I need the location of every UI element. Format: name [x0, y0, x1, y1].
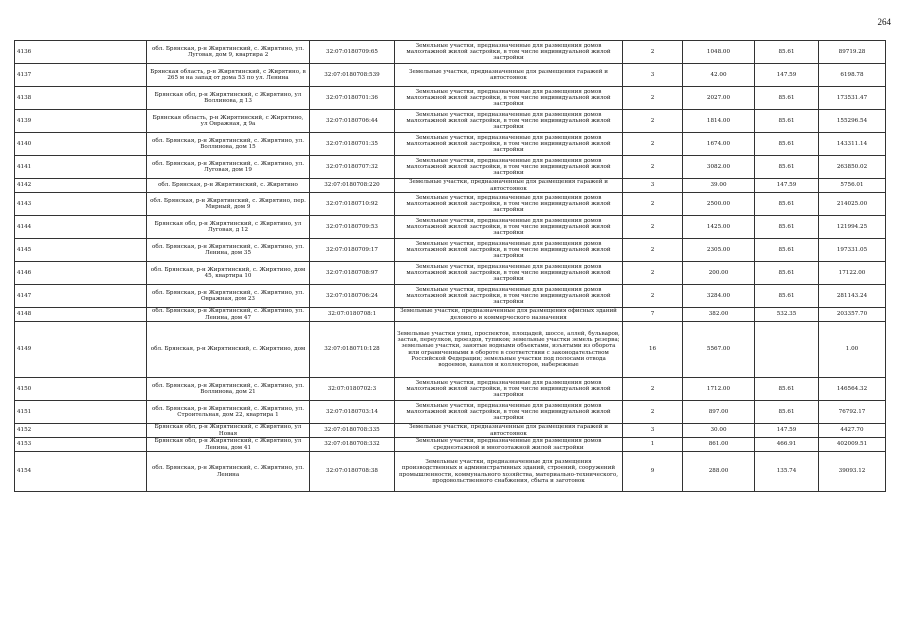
area-cell: 1048.00 — [683, 41, 755, 64]
cadastral-value-cell: 6198.78 — [819, 64, 886, 87]
address-cell: обл. Брянская, р-н Жирятинский, с. Жирятино, ул. Строительная, дом 22, квартира 1 — [147, 401, 310, 424]
land-use-cell: Земельные участки, предназначенные для размещения домов малоэтажной жилой застройки, в том числе индивидуальной жилой застройки — [395, 262, 623, 285]
land-use-cell: Земельные участки, предназначенные для размещения гаражей и автостоянок — [395, 424, 623, 438]
row-number: 4139 — [15, 110, 147, 133]
area-cell: 3284.00 — [683, 285, 755, 308]
specific-value-cell: 85.61 — [755, 378, 819, 401]
table-row — [15, 438, 886, 452]
land-use-cell: Земельные участки, предназначенные для размещения домов среднеэтажной и многоэтажной жилой застройки — [395, 438, 623, 452]
address-cell: обл. Брянская, р-н Жирятинский, с. Жирятино, ул. Ленина, дом 47 — [147, 308, 310, 322]
specific-value-cell: 85.61 — [755, 239, 819, 262]
page-number: 264 — [877, 17, 891, 27]
group-cell: 2 — [623, 285, 683, 308]
table-row — [15, 64, 886, 87]
address-cell: обл. Брянская, р-н Жирятинский, с. Жирятино, ул. Луговая, дом 9, квартира 2 — [147, 41, 310, 64]
cadastral-value-cell: 203357.70 — [819, 308, 886, 322]
cadastral-value-cell: 146564.32 — [819, 378, 886, 401]
area-cell: 5567.00 — [683, 322, 755, 378]
row-number: 4150 — [15, 378, 147, 401]
land-use-cell: Земельные участки, предназначенные для размещения домов малоэтажной жилой застройки, в том числе индивидуальной жилой застройки — [395, 216, 623, 239]
group-cell: 7 — [623, 308, 683, 322]
cadastral-number-cell: 32:07:0180708:335 — [310, 424, 395, 438]
address-cell: обл. Брянская, р-н Жирятинский, с. Жирятино, ул. Луговая, дом 19 — [147, 156, 310, 179]
row-number: 4147 — [15, 285, 147, 308]
cadastral-number-cell: 32:07:0180708:38 — [310, 452, 395, 492]
table-row — [15, 401, 886, 424]
address-cell: Брянская обл, р-н Жирятинский, с Жирятино, ул Ленина, дом 41 — [147, 438, 310, 452]
specific-value-cell — [755, 322, 819, 378]
group-cell: 2 — [623, 239, 683, 262]
cadastral-value-cell: 17122.00 — [819, 262, 886, 285]
row-number: 4146 — [15, 262, 147, 285]
row-number: 4140 — [15, 133, 147, 156]
cadastral-value-cell: 89719.28 — [819, 41, 886, 64]
area-cell: 39.00 — [683, 179, 755, 193]
cadastral-number-cell: 32:07:0180701:36 — [310, 87, 395, 110]
area-cell: 861.00 — [683, 438, 755, 452]
table-row — [15, 452, 886, 492]
specific-value-cell: 147.59 — [755, 64, 819, 87]
cadastral-number-cell: 32:07:0180709:17 — [310, 239, 395, 262]
cadastral-value-cell: 214025.00 — [819, 193, 886, 216]
address-cell: обл. Брянская, р-н Жирятинский, с. Жирятино, ул. Воллинова, дом 21 — [147, 378, 310, 401]
group-cell: 2 — [623, 193, 683, 216]
table-row — [15, 285, 886, 308]
table-body — [15, 41, 886, 492]
address-cell: обл. Брянская, р-н Жирятинский, с. Жирятино, ул. Овражная, дом 23 — [147, 285, 310, 308]
cadastral-value-cell: 173531.47 — [819, 87, 886, 110]
cadastral-value-cell: 155296.54 — [819, 110, 886, 133]
table-row — [15, 308, 886, 322]
specific-value-cell: 85.61 — [755, 285, 819, 308]
row-number: 4138 — [15, 87, 147, 110]
group-cell: 2 — [623, 110, 683, 133]
address-cell: обл. Брянская, р-н Жирятинский, с. Жирятино, ул. Воллинова, дом 15 — [147, 133, 310, 156]
area-cell: 30.00 — [683, 424, 755, 438]
land-use-cell: Земельные участки, предназначенные для размещения домов малоэтажной жилой застройки, в том числе индивидуальной жилой застройки — [395, 41, 623, 64]
cadastral-value-cell: 281143.24 — [819, 285, 886, 308]
specific-value-cell: 135.74 — [755, 452, 819, 492]
specific-value-cell: 466.91 — [755, 438, 819, 452]
land-use-cell: Земельные участки, предназначенные для размещения домов малоэтажной жилой застройки, в том числе индивидуальной жилой застройки — [395, 239, 623, 262]
specific-value-cell: 85.61 — [755, 216, 819, 239]
area-cell: 1425.00 — [683, 216, 755, 239]
address-cell: обл. Брянская, р-н Жирятинский, с. Жирятино, дом — [147, 322, 310, 378]
group-cell: 2 — [623, 87, 683, 110]
cadastral-value-cell: 143311.14 — [819, 133, 886, 156]
specific-value-cell: 85.61 — [755, 262, 819, 285]
address-cell: обл. Брянская, р-н Жирятинский, с. Жирятино — [147, 179, 310, 193]
group-cell: 2 — [623, 378, 683, 401]
specific-value-cell: 85.61 — [755, 133, 819, 156]
table-row — [15, 179, 886, 193]
cadastral-number-cell: 32:07:0180709:65 — [310, 41, 395, 64]
row-number: 4151 — [15, 401, 147, 424]
area-cell: 1712.00 — [683, 378, 755, 401]
area-cell: 1674.00 — [683, 133, 755, 156]
cadastral-value-table — [14, 40, 886, 492]
group-cell: 1 — [623, 438, 683, 452]
row-number: 4149 — [15, 322, 147, 378]
land-use-cell: Земельные участки, предназначенные для размещения домов малоэтажной жилой застройки, в том числе индивидуальной жилой застройки — [395, 110, 623, 133]
table-row — [15, 87, 886, 110]
address-cell: обл. Брянская, р-н Жирятинский, с. Жирятино, ул. Ленина — [147, 452, 310, 492]
row-number: 4148 — [15, 308, 147, 322]
area-cell: 42.00 — [683, 64, 755, 87]
row-number: 4144 — [15, 216, 147, 239]
cadastral-number-cell: 32:07:0180710:92 — [310, 193, 395, 216]
cadastral-value-cell: 1.00 — [819, 322, 886, 378]
area-cell: 288.00 — [683, 452, 755, 492]
cadastral-number-cell: 32:07:0180703:14 — [310, 401, 395, 424]
group-cell: 3 — [623, 424, 683, 438]
group-cell: 3 — [623, 64, 683, 87]
row-number: 4143 — [15, 193, 147, 216]
table-row — [15, 239, 886, 262]
address-cell: Брянская область, р-н Жирятинский, с Жирятино, ул Овражная, д 9а — [147, 110, 310, 133]
area-cell: 382.00 — [683, 308, 755, 322]
row-number: 4136 — [15, 41, 147, 64]
cadastral-value-cell: 76792.17 — [819, 401, 886, 424]
group-cell: 2 — [623, 133, 683, 156]
cadastral-number-cell: 32:07:0180708:539 — [310, 64, 395, 87]
group-cell: 16 — [623, 322, 683, 378]
row-number: 4137 — [15, 64, 147, 87]
area-cell: 1814.00 — [683, 110, 755, 133]
cadastral-value-cell: 263850.02 — [819, 156, 886, 179]
address-cell: Брянская обл, р-н Жирятинский, с Жирятино, ул Новая — [147, 424, 310, 438]
address-cell: Брянская обл, р-н Жирятинский, с Жирятино, ул Воллинова, д 13 — [147, 87, 310, 110]
table-row — [15, 41, 886, 64]
land-use-cell: Земельные участки улиц, проспектов, площадей, шоссе, аллей, бульваров, застав, переулков, проездов, тупиков; земельные участки земель резерва; земельные участки, занятые водными объектами, изъятыми из оборота или ограниченными в обороте в соответствии с законодательством Российской Федерации; земельные участки под полосами отвода водоемов, каналов и коллекторов, набережные — [395, 322, 623, 378]
row-number: 4145 — [15, 239, 147, 262]
area-cell: 897.00 — [683, 401, 755, 424]
area-cell: 200.00 — [683, 262, 755, 285]
cadastral-number-cell: 32:07:0180708:97 — [310, 262, 395, 285]
cadastral-value-cell: 402009.51 — [819, 438, 886, 452]
land-use-cell: Земельные участки, предназначенные для размещения гаражей и автостоянок — [395, 179, 623, 193]
cadastral-number-cell: 32:07:0180708:220 — [310, 179, 395, 193]
land-use-cell: Земельные участки, предназначенные для размещения домов малоэтажной жилой застройки, в том числе индивидуальной жилой застройки — [395, 193, 623, 216]
row-number: 4152 — [15, 424, 147, 438]
group-cell: 2 — [623, 262, 683, 285]
group-cell: 2 — [623, 41, 683, 64]
land-use-cell: Земельные участки, предназначенные для размещения домов малоэтажной жилой застройки, в том числе индивидуальной жилой застройки — [395, 378, 623, 401]
cadastral-value-cell: 121994.25 — [819, 216, 886, 239]
row-number: 4154 — [15, 452, 147, 492]
table-row — [15, 156, 886, 179]
specific-value-cell: 532.35 — [755, 308, 819, 322]
cadastral-number-cell: 32:07:0180709:53 — [310, 216, 395, 239]
land-use-cell: Земельные участки, предназначенные для размещения домов малоэтажной жилой застройки, в том числе индивидуальной жилой застройки — [395, 133, 623, 156]
table-row — [15, 424, 886, 438]
specific-value-cell: 85.61 — [755, 41, 819, 64]
cadastral-value-cell: 39093.12 — [819, 452, 886, 492]
area-cell: 2027.00 — [683, 87, 755, 110]
cadastral-number-cell: 32:07:0180708:1 — [310, 308, 395, 322]
address-cell: обл. Брянская, р-н Жирятинский, с. Жирятино, пер. Мирный, дом 9 — [147, 193, 310, 216]
cadastral-number-cell: 32:07:0180710:128 — [310, 322, 395, 378]
land-use-cell: Земельные участки, предназначенные для размещения гаражей и автостоянок — [395, 64, 623, 87]
table-row — [15, 133, 886, 156]
land-use-cell: Земельные участки, предназначенные для размещения домов малоэтажной жилой застройки, в том числе индивидуальной жилой застройки — [395, 156, 623, 179]
group-cell: 2 — [623, 156, 683, 179]
group-cell: 9 — [623, 452, 683, 492]
table-row — [15, 322, 886, 378]
address-cell: Брянская область, р-н Жирятинский, с Жирятино, в 265 м на запад от дома 53 по ул. Ленина — [147, 64, 310, 87]
group-cell: 2 — [623, 216, 683, 239]
table-row — [15, 110, 886, 133]
specific-value-cell: 85.61 — [755, 87, 819, 110]
row-number: 4141 — [15, 156, 147, 179]
land-use-cell: Земельные участки, предназначенные для размещения офисных зданий делового и коммерческого назначения — [395, 308, 623, 322]
cadastral-value-cell: 5756.01 — [819, 179, 886, 193]
area-cell: 2500.00 — [683, 193, 755, 216]
land-use-cell: Земельные участки, предназначенные для размещения домов малоэтажной жилой застройки, в том числе индивидуальной жилой застройки — [395, 285, 623, 308]
cadastral-value-cell: 197331.05 — [819, 239, 886, 262]
land-use-cell: Земельные участки, предназначенные для размещения производственных и административных зданий, строений, сооружений промышленности, коммунального хозяйства, материально-технического, продовольственного снабжения, сбыта и заготовок — [395, 452, 623, 492]
area-cell: 2305.00 — [683, 239, 755, 262]
row-number: 4142 — [15, 179, 147, 193]
cadastral-number-cell: 32:07:0180706:24 — [310, 285, 395, 308]
table-row — [15, 216, 886, 239]
group-cell: 2 — [623, 401, 683, 424]
cadastral-number-cell: 32:07:0180708:332 — [310, 438, 395, 452]
land-use-cell: Земельные участки, предназначенные для размещения домов малоэтажной жилой застройки, в том числе индивидуальной жилой застройки — [395, 401, 623, 424]
address-cell: обл. Брянская, р-н Жирятинский, с. Жирятино, ул. Ленина, дом 35 — [147, 239, 310, 262]
table-row — [15, 262, 886, 285]
cadastral-number-cell: 32:07:0180701:35 — [310, 133, 395, 156]
table-row — [15, 193, 886, 216]
specific-value-cell: 85.61 — [755, 401, 819, 424]
address-cell: обл. Брянская, р-н Жирятинский, с. Жирятино, дом 45, квартира 10 — [147, 262, 310, 285]
specific-value-cell: 85.61 — [755, 156, 819, 179]
cadastral-number-cell: 32:07:0180702:3 — [310, 378, 395, 401]
cadastral-number-cell: 32:07:0180706:44 — [310, 110, 395, 133]
land-use-cell: Земельные участки, предназначенные для размещения домов малоэтажной жилой застройки, в том числе индивидуальной жилой застройки — [395, 87, 623, 110]
specific-value-cell: 85.61 — [755, 193, 819, 216]
table-row — [15, 378, 886, 401]
address-cell: Брянская обл, р-н Жирятинский, с Жирятино, ул Луговая, д 12 — [147, 216, 310, 239]
specific-value-cell: 147.59 — [755, 424, 819, 438]
row-number: 4153 — [15, 438, 147, 452]
specific-value-cell: 147.59 — [755, 179, 819, 193]
cadastral-value-cell: 4427.70 — [819, 424, 886, 438]
specific-value-cell: 85.61 — [755, 110, 819, 133]
cadastral-number-cell: 32:07:0180707:32 — [310, 156, 395, 179]
group-cell: 3 — [623, 179, 683, 193]
area-cell: 3082.00 — [683, 156, 755, 179]
